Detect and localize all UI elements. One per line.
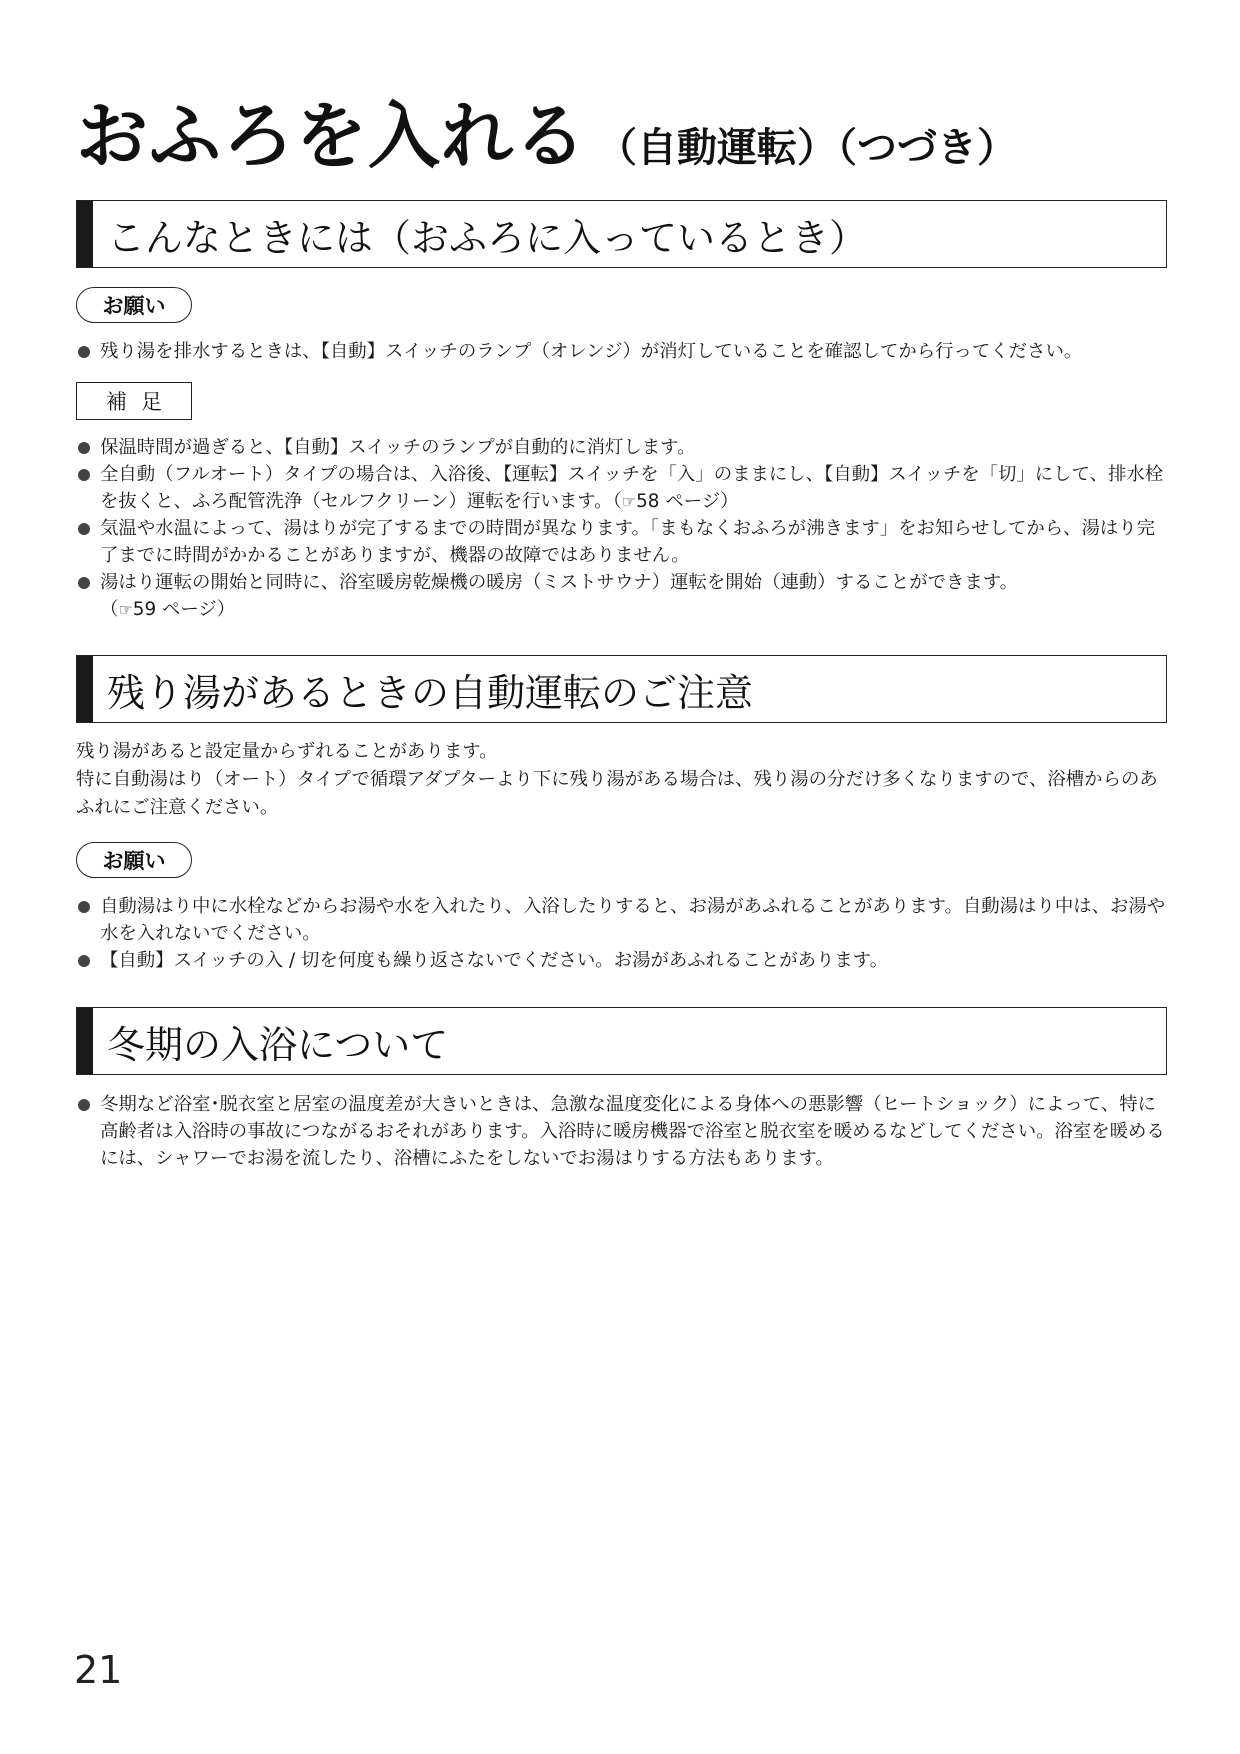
page-title-main: おふろを入れる xyxy=(76,94,588,178)
bullet-icon xyxy=(78,469,90,481)
list-item: 保温時間が過ぎると、【自動】スイッチのランプが自動的に消灯します。 xyxy=(76,434,1172,461)
page-reference: 58 ページ） xyxy=(636,491,739,512)
list-item: 残り湯を排水するときは、【自動】スイッチのランプ（オレンジ）が消灯していることを確認してから行ってください。 xyxy=(76,338,1172,365)
section-header-3 xyxy=(76,1007,1167,1075)
list-item: 冬期など浴室･脱衣室と居室の温度差が大きいときは、急激な温度変化による身体への悪影響（ヒートショック）によって、特に高齢者は入浴時の事故につながるおそれがあります。入浴時に暖房機器で浴室と脱衣室を暖めるなどしてください。浴室を暖めるには、シャワーでお湯を流したり、浴槽にふたをしないでお湯はりする方法もあります。 xyxy=(76,1091,1172,1172)
page-reference-icon: ☞ xyxy=(621,492,637,511)
section-accent-bar xyxy=(77,201,93,267)
section-title: 冬期の入浴について xyxy=(107,1022,449,1067)
page-reference-icon: ☞ xyxy=(118,600,133,619)
bullet-icon xyxy=(78,901,90,913)
body-paragraph: 残り湯があると設定量からずれることがあります。 xyxy=(76,741,498,762)
page-title xyxy=(76,78,1017,182)
bullet-icon xyxy=(78,577,90,589)
bullet-icon xyxy=(78,955,90,967)
section-header-2 xyxy=(76,655,1167,723)
list-item: 気温や水温によって、湯はりが完了するまでの時間が異なります。「まもなくおふろが沸きます」をお知らせしてから、湯はり完了までに時間がかかることがありますが、機器の故障ではありません。 xyxy=(76,515,1172,569)
supplement-list xyxy=(76,434,1172,623)
request-label: お願い xyxy=(76,842,192,878)
section-accent-bar xyxy=(77,1008,93,1074)
request-list xyxy=(76,338,1172,365)
section-title: こんなときには（おふろに入っているとき） xyxy=(107,215,868,260)
page-reference: 59 ページ） xyxy=(132,599,236,620)
bullet-icon xyxy=(78,346,90,358)
section-header-1 xyxy=(76,200,1167,268)
list-item: 自動湯はり中に水栓などからお湯や水を入れたり、入浴したりすると、お湯があふれることがあります。自動湯はり中は、お湯や水を入れないでください。 xyxy=(76,893,1172,947)
page-reference-line: （☞59 ページ） xyxy=(100,599,236,620)
bullet-icon xyxy=(78,442,90,454)
page-title-sub: （自動運転）（つづき） xyxy=(597,125,1018,171)
request-label: お願い xyxy=(76,287,192,323)
page-number: 21 xyxy=(74,1648,123,1692)
bullet-icon xyxy=(78,1099,90,1111)
request-list xyxy=(76,893,1172,974)
list-item: 【自動】スイッチの入 / 切を何度も繰り返さないでください。お湯があふれることがあります。 xyxy=(76,947,1172,974)
body-paragraph: 特に自動湯はり（オート）タイプで循環アダプターより下に残り湯がある場合は、残り湯の分だけ多くなりますので、浴槽からのあふれにご注意ください。 xyxy=(76,769,1158,818)
supplement-label: 補足 xyxy=(76,382,192,420)
list-item: 全自動（フルオート）タイプの場合は、入浴後、【運転】スイッチを「入」のままにし、【自動】スイッチを「切」にして、排水栓を抜くと、ふろ配管洗浄（セルフクリーン）運転を行います。（☞58 ページ） xyxy=(76,461,1172,515)
list-item: 湯はり運転の開始と同時に、浴室暖房乾燥機の暖房（ミストサウナ）運転を開始（連動）することができます。 （☞59 ページ） xyxy=(76,569,1172,623)
bullet-icon xyxy=(78,523,90,535)
info-list xyxy=(76,1091,1172,1172)
section-accent-bar xyxy=(77,656,93,722)
section-title: 残り湯があるときの自動運転のご注意 xyxy=(107,670,754,715)
